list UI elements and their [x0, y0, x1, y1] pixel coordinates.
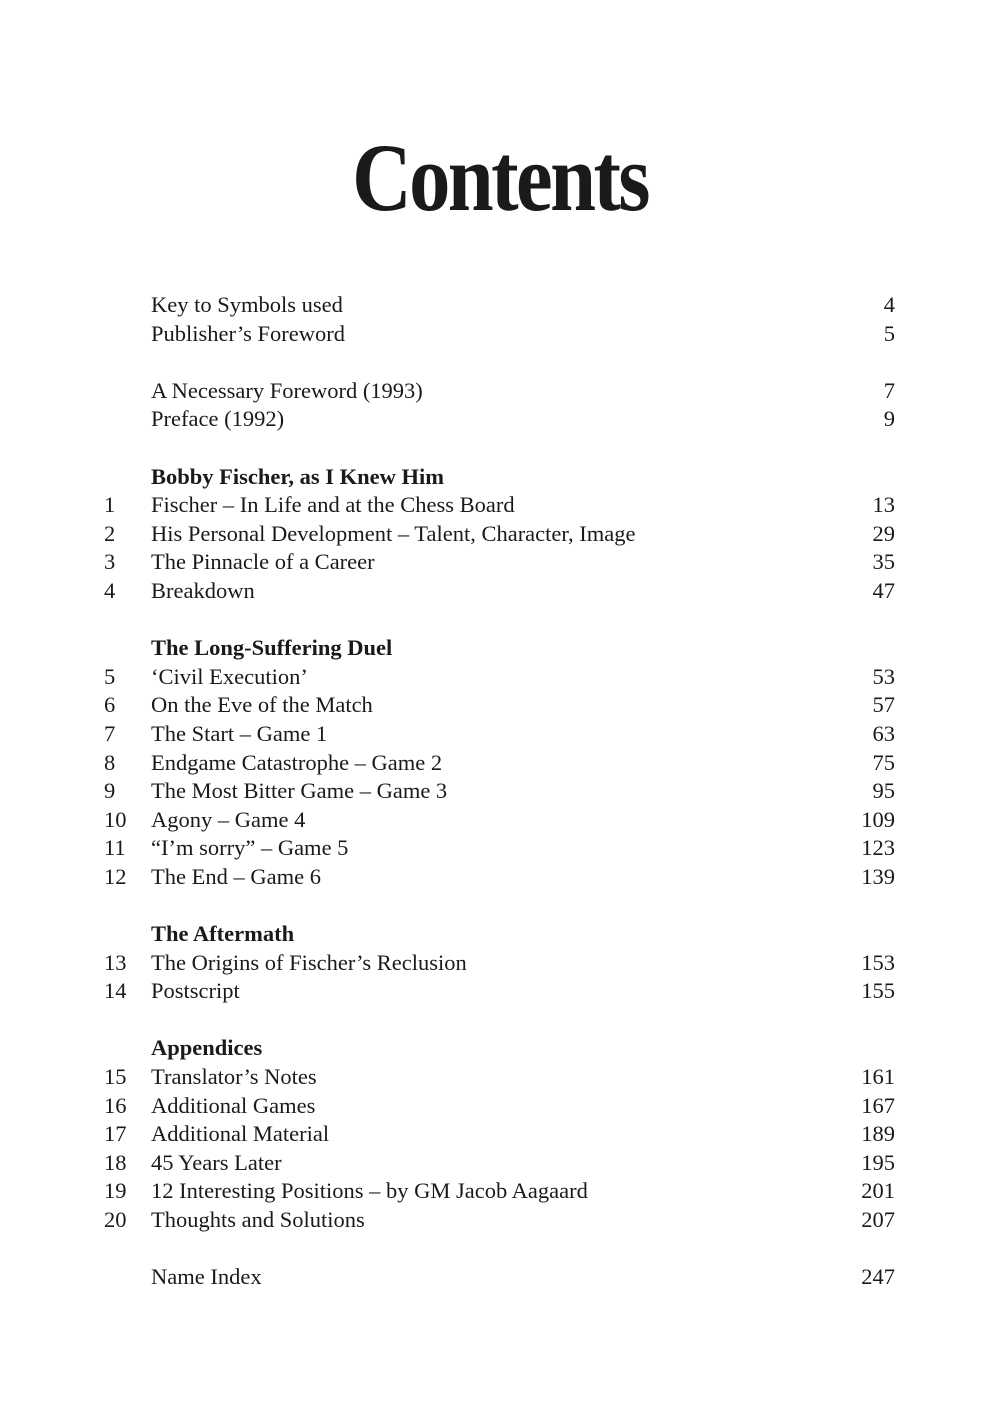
chapter-title: ‘Civil Execution’ [151, 663, 308, 689]
toc-chapter-4[interactable] [0, 577, 1000, 606]
chapter-title: The Most Bitter Game – Game 3 [151, 778, 448, 804]
chapter-title: The Origins of Fischer’s Reclusion [151, 949, 467, 975]
chapter-number: 5 [104, 663, 116, 689]
section-spacer [0, 348, 1000, 377]
chapter-title: His Personal Development – Talent, Character, Image [151, 520, 636, 546]
chapter-number: 3 [104, 549, 116, 575]
toc-entry-label: Key to Symbols used [151, 292, 343, 317]
toc-chapter-12[interactable] [0, 863, 1000, 892]
chapter-number: 9 [104, 778, 116, 804]
page-title: Contents [352, 124, 648, 231]
part-heading-label: The Aftermath [151, 921, 295, 947]
chapter-title: On the Eve of the Match [151, 692, 373, 718]
chapter-page: 153 [861, 949, 895, 975]
chapter-page: 167 [861, 1092, 895, 1118]
chapter-title: Additional Material [151, 1121, 330, 1147]
chapter-page: 29 [872, 520, 895, 546]
table-of-contents [0, 291, 1000, 1292]
chapter-number: 18 [104, 1149, 127, 1175]
chapter-number: 16 [104, 1092, 127, 1118]
chapter-page: 13 [872, 492, 895, 518]
chapter-page: 161 [861, 1064, 895, 1090]
chapter-number: 19 [104, 1178, 127, 1204]
chapter-number: 1 [104, 492, 116, 518]
chapter-page: 75 [872, 749, 895, 775]
toc-entry-page: 7 [883, 377, 895, 403]
chapter-number: 12 [104, 863, 127, 889]
toc-entry-publishers-foreword[interactable] [0, 320, 1000, 349]
chapter-page: 47 [872, 577, 895, 603]
toc-chapter-16[interactable] [0, 1092, 1000, 1121]
part-heading [0, 634, 1000, 663]
chapter-number: 7 [104, 720, 116, 746]
section-spacer [0, 1235, 1000, 1264]
toc-entry-page: 9 [883, 406, 895, 432]
section-spacer [0, 434, 1000, 463]
toc-chapter-19[interactable] [0, 1177, 1000, 1206]
toc-chapter-11[interactable] [0, 834, 1000, 863]
toc-chapter-15[interactable] [0, 1063, 1000, 1092]
part-heading-label: Appendices [151, 1035, 263, 1061]
chapter-title: Translator’s Notes [151, 1064, 317, 1090]
toc-chapter-8[interactable] [0, 749, 1000, 778]
chapter-number: 10 [104, 806, 127, 832]
chapter-page: 189 [861, 1121, 895, 1147]
toc-entry-label: Name Index [151, 1264, 262, 1290]
chapter-page: 123 [861, 835, 895, 861]
section-spacer [0, 1006, 1000, 1035]
chapter-title: Fischer – In Life and at the Chess Board [151, 492, 515, 518]
chapter-page: 57 [872, 692, 895, 718]
chapter-title: Agony – Game 4 [151, 806, 306, 832]
toc-chapter-1[interactable] [0, 491, 1000, 520]
toc-entry-label: A Necessary Foreword (1993) [151, 377, 423, 403]
toc-chapter-17[interactable] [0, 1120, 1000, 1149]
chapter-number: 17 [104, 1121, 127, 1147]
toc-chapter-7[interactable] [0, 720, 1000, 749]
chapter-page: 53 [872, 663, 895, 689]
chapter-number: 2 [104, 520, 116, 546]
chapter-page: 63 [872, 720, 895, 746]
chapter-title: 12 Interesting Positions – by GM Jacob Aagaard [151, 1178, 588, 1204]
chapter-title: “I’m sorry” – Game 5 [151, 835, 349, 861]
chapter-title: The End – Game 6 [151, 863, 321, 889]
chapter-title: The Pinnacle of a Career [151, 549, 375, 575]
toc-entry-necessary-foreword[interactable] [0, 377, 1000, 406]
part-heading [0, 920, 1000, 949]
part-heading-label: Bobby Fischer, as I Knew Him [151, 463, 444, 489]
toc-entry-preface[interactable] [0, 405, 1000, 434]
chapter-page: 35 [872, 549, 895, 575]
chapter-page: 195 [861, 1149, 895, 1175]
part-heading-label: The Long-Suffering Duel [151, 635, 393, 661]
chapter-page: 109 [861, 806, 895, 832]
chapter-number: 13 [104, 949, 127, 975]
toc-chapter-13[interactable] [0, 949, 1000, 978]
section-spacer [0, 606, 1000, 635]
toc-chapter-14[interactable] [0, 977, 1000, 1006]
toc-entry-page: 4 [883, 292, 895, 317]
chapter-number: 6 [104, 692, 116, 718]
chapter-number: 15 [104, 1064, 127, 1090]
chapter-page: 95 [872, 778, 895, 804]
chapter-title: Breakdown [151, 577, 255, 603]
chapter-page: 201 [861, 1178, 895, 1204]
chapter-title: Endgame Catastrophe – Game 2 [151, 749, 443, 775]
toc-entry-key-to-symbols[interactable] [0, 291, 1000, 320]
chapter-title: The Start – Game 1 [151, 720, 328, 746]
chapter-title: 45 Years Later [151, 1149, 282, 1175]
toc-entry-page: 5 [883, 320, 895, 346]
chapter-page: 155 [861, 978, 895, 1004]
toc-chapter-20[interactable] [0, 1206, 1000, 1235]
toc-chapter-5[interactable] [0, 663, 1000, 692]
toc-entry-label: Preface (1992) [151, 406, 285, 432]
toc-chapter-3[interactable] [0, 548, 1000, 577]
toc-entry-name-index[interactable] [0, 1263, 1000, 1292]
chapter-number: 14 [104, 978, 127, 1004]
toc-entry-page: 247 [861, 1264, 895, 1290]
toc-chapter-10[interactable] [0, 806, 1000, 835]
chapter-title: Thoughts and Solutions [151, 1207, 365, 1232]
toc-chapter-9[interactable] [0, 777, 1000, 806]
chapter-number: 4 [104, 577, 116, 603]
toc-chapter-2[interactable] [0, 520, 1000, 549]
chapter-page: 139 [861, 863, 895, 889]
toc-entry-label: Publisher’s Foreword [151, 320, 345, 346]
toc-chapter-6[interactable] [0, 691, 1000, 720]
toc-chapter-18[interactable] [0, 1149, 1000, 1178]
chapter-number: 8 [104, 749, 116, 775]
chapter-title: Postscript [151, 978, 240, 1004]
chapter-number: 11 [104, 835, 126, 861]
chapter-number: 20 [104, 1207, 127, 1232]
part-heading [0, 463, 1000, 492]
chapter-page: 207 [861, 1207, 895, 1232]
part-heading [0, 1034, 1000, 1063]
chapter-title: Additional Games [151, 1092, 316, 1118]
section-spacer [0, 891, 1000, 920]
